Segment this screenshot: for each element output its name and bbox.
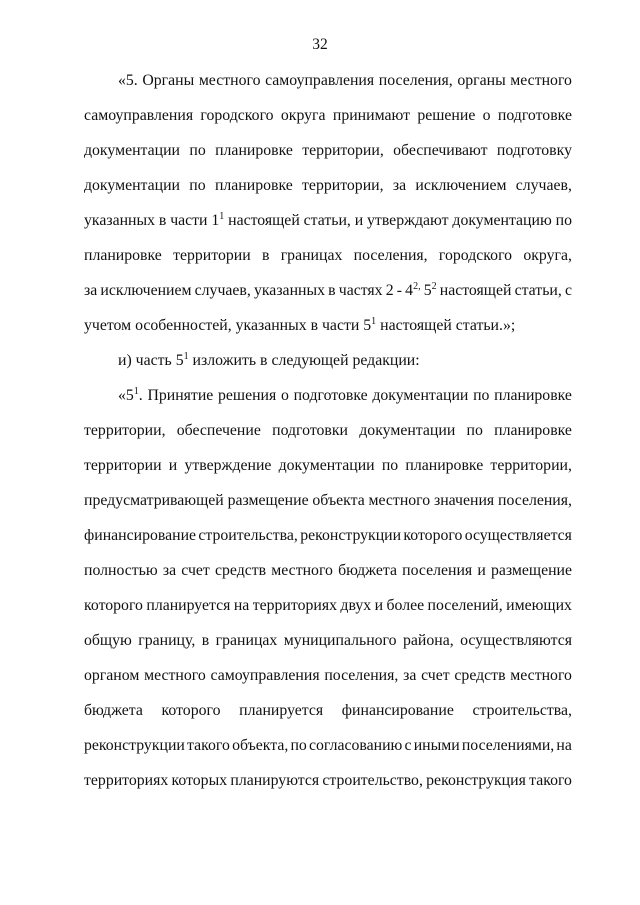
word: местного [368, 492, 431, 509]
word: осуществляются [460, 632, 572, 649]
word: которых [171, 772, 228, 789]
word: двух [340, 597, 372, 614]
word: реконструкции [84, 737, 185, 754]
word: исключением [100, 282, 192, 299]
word: настоящей [439, 282, 512, 299]
word: муниципального [283, 632, 397, 649]
word: которого [84, 597, 143, 614]
word: обеспечение [176, 422, 261, 439]
punctuation: . [138, 387, 143, 404]
word: в [201, 632, 210, 649]
word: 2 [385, 282, 394, 299]
paragraph-line [84, 281, 572, 301]
paragraph-line [84, 666, 572, 686]
paragraph-line [84, 106, 572, 126]
word: округа [280, 107, 326, 124]
paragraph-line [84, 701, 572, 721]
word: общую [84, 632, 132, 649]
paragraph-line [84, 526, 572, 546]
word: и [168, 457, 178, 474]
word: по [290, 737, 307, 754]
word: документации [278, 457, 375, 474]
paragraph-line [118, 351, 572, 371]
paragraph-line [84, 141, 572, 161]
word: планируется [239, 702, 324, 719]
word: $1^1$ [211, 211, 225, 229]
word: решения [218, 387, 277, 404]
word: строительства, [198, 527, 298, 544]
word: полностью [84, 562, 158, 579]
word: территории, [302, 142, 384, 159]
word: территории, [490, 457, 572, 474]
word: по [466, 422, 483, 439]
word: поселения, [498, 492, 572, 509]
word: строительства, [472, 702, 572, 719]
word: «$5^1$. [118, 386, 143, 404]
word: и [477, 562, 486, 579]
text-run: и) часть 5 [118, 352, 184, 369]
paragraph-line [84, 596, 572, 616]
word: поселениями, [461, 737, 555, 754]
word: с [404, 737, 412, 754]
paragraph-line [84, 771, 572, 791]
word: самоуправления [265, 72, 375, 89]
word: и [374, 597, 384, 614]
word: которого [161, 702, 221, 719]
paragraph-line [84, 491, 572, 511]
word: бюджета [84, 702, 143, 719]
word: поселения, [378, 72, 453, 89]
word: случаев, [515, 177, 572, 194]
word: осуществляется [464, 527, 572, 544]
word: планировке [215, 142, 293, 159]
word: решение [417, 107, 476, 124]
word: в [158, 212, 167, 229]
word: городского [200, 107, 274, 124]
word: о [280, 387, 289, 404]
word: - [396, 282, 403, 299]
word: поселения, [353, 247, 428, 264]
word: $5^2$ [423, 281, 437, 299]
text-run: изложить в следующей редакции: [188, 352, 420, 369]
word: территории [84, 457, 162, 474]
word: планировке [405, 457, 484, 474]
word: местного [510, 72, 572, 89]
word: частях [338, 282, 383, 299]
word: на [556, 737, 572, 754]
word: Органы [142, 72, 195, 89]
word: «5. [118, 72, 138, 89]
word: имеющих [506, 597, 572, 614]
word: за [392, 177, 407, 194]
word: территории [173, 247, 251, 264]
word: округа, [523, 247, 572, 264]
paragraph-line [84, 211, 572, 231]
paragraph-line [84, 456, 572, 476]
word: местного [271, 562, 333, 579]
word: документацию [452, 212, 552, 229]
word: планировке [494, 422, 572, 439]
word: указанных [253, 282, 325, 299]
word: счет [421, 667, 450, 684]
word: подготовке [293, 387, 368, 404]
word: границу, [138, 632, 196, 649]
word: подготовке [497, 107, 572, 124]
word: местного [144, 667, 206, 684]
word: органы [457, 72, 506, 89]
word: и [354, 212, 364, 229]
word: документации [84, 142, 181, 159]
superscript: 2, [413, 281, 421, 292]
page-number: 32 [312, 36, 328, 53]
word: подготовку [496, 142, 572, 159]
word: с [564, 282, 572, 299]
word: планировке [214, 177, 293, 194]
word: на [233, 597, 250, 614]
word: случаев, [194, 282, 251, 299]
word: документации [372, 387, 469, 404]
word: статьи, [303, 212, 351, 229]
word: подготовки [272, 422, 349, 439]
text-run: учетом особенностей, указанных в части 5 [84, 317, 372, 334]
superscript: 1 [133, 386, 139, 397]
word: такого [187, 737, 230, 754]
word: утверждают [367, 212, 449, 229]
word: поселения [402, 562, 473, 579]
word: $4^{2,}$ [405, 281, 421, 299]
paragraph-line [84, 421, 572, 441]
word: самоуправления [210, 667, 320, 684]
paragraph-line [84, 561, 572, 581]
word: местного [198, 72, 261, 89]
word: предусматривающей [84, 492, 224, 509]
word: о [482, 107, 491, 124]
word: в [328, 282, 336, 299]
word: статьи, [514, 282, 562, 299]
word: планируются [230, 772, 320, 789]
word: планируется [146, 597, 231, 614]
word: территории, [302, 177, 384, 194]
word: значения [433, 492, 495, 509]
paragraph-line [84, 246, 572, 266]
word: финансирование [84, 527, 197, 544]
word: территории, [84, 422, 166, 439]
word: планировке [84, 247, 162, 264]
word: района, [403, 632, 454, 649]
word: иными [413, 737, 460, 754]
word: указанных [84, 212, 156, 229]
word: реконструкция [426, 772, 526, 789]
superscript: 1 [219, 211, 225, 222]
word: по [555, 212, 572, 229]
word: строительство, [322, 772, 423, 789]
paragraph-line [118, 386, 572, 406]
word: поселения, [324, 667, 399, 684]
word: по [189, 142, 206, 159]
word: границах [280, 247, 343, 264]
word: самоуправления [84, 107, 194, 124]
word: средств [215, 562, 267, 579]
word: органом [84, 667, 140, 684]
word: которого [403, 527, 463, 544]
word: поселений, [427, 597, 503, 614]
word: документации [359, 422, 456, 439]
word: средств [454, 667, 506, 684]
word: обеспечивают [393, 142, 488, 159]
word: объекта, [232, 737, 289, 754]
word: границах [215, 632, 278, 649]
word: городского [438, 247, 513, 264]
superscript: 1 [371, 316, 377, 327]
word: за [162, 562, 177, 579]
word: части [170, 212, 208, 229]
word: документации [84, 177, 181, 194]
word: размещение [227, 492, 309, 509]
word: по [189, 177, 206, 194]
word: более [386, 597, 425, 614]
word: объекта [312, 492, 365, 509]
word: за [84, 282, 98, 299]
superscript: 1 [183, 351, 189, 362]
paragraph-line [84, 736, 572, 756]
word: настоящей [228, 212, 300, 229]
word: размещение [490, 562, 572, 579]
word: такого [529, 772, 572, 789]
word: реконструкции [300, 527, 402, 544]
paragraph-line [84, 631, 572, 651]
paragraph-line [84, 176, 572, 196]
word: по [473, 387, 490, 404]
word: исключением [415, 177, 507, 194]
word: по [381, 457, 399, 474]
word: бюджета [338, 562, 397, 579]
word: местного [510, 667, 572, 684]
word: Принятие [147, 387, 214, 404]
word: утверждение [184, 457, 272, 474]
superscript: 2 [431, 281, 437, 292]
word: счет [181, 562, 210, 579]
word: за [403, 667, 417, 684]
word: финансирование [341, 702, 454, 719]
word: согласованию [308, 737, 403, 754]
word: в [261, 247, 270, 264]
word: территориях [84, 772, 169, 789]
text-run: настоящей статьи.»; [376, 317, 516, 334]
word: принимают [332, 107, 410, 124]
paragraph-line [118, 71, 572, 91]
word: территориях [252, 597, 337, 614]
word: планировке [494, 387, 572, 404]
paragraph-line [84, 316, 572, 336]
